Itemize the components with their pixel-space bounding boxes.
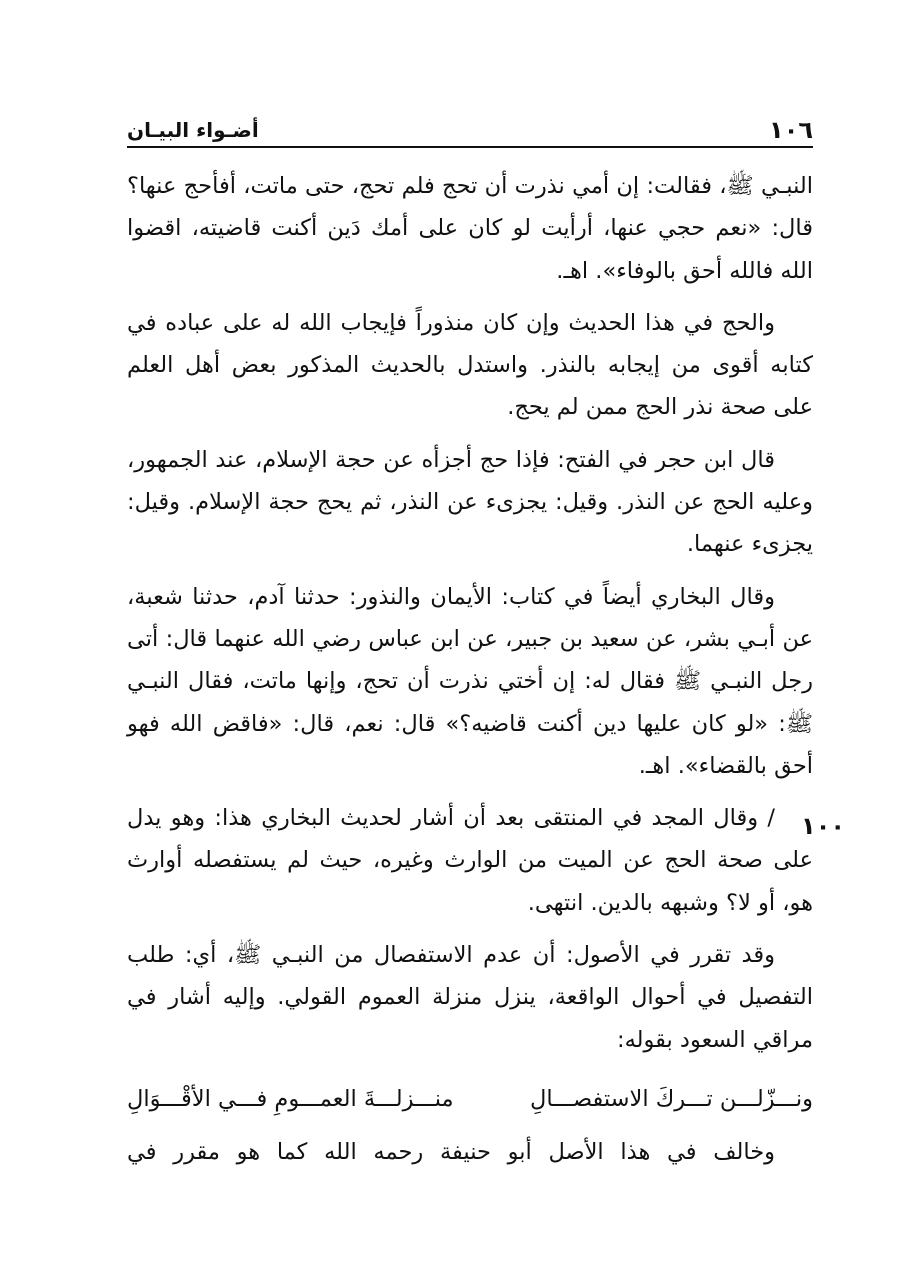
verse-first-hemistich: ونـــزّلـــن تـــركَ الاستفصـــالِ: [530, 1086, 813, 1112]
paragraph-hajj-obligation: والحج في هذا الحديث وإن كان منذوراً فإيجاب الله له على عباده في كتابه أقوى من إيجابه بالنذر. واستدل بالحديث المذكور بعض أهل العلم على صحة نذر الحج ممن لم يحج.: [127, 309, 813, 421]
page-number: ١٠٦: [769, 116, 813, 144]
paragraph-majd-muntaqa: / وقال المجد في المنتقى بعد أن أشار لحديث البخاري هذا: وهو يدل على صحة الحج عن الميت من الوارث وغيره، حيث لم يستفصله أوارث هو، أو لا؟ وشبهه بالدين. انتهى.: [127, 805, 813, 916]
paragraph-abu-hanifa: وخالف في هذا الأصل أبو حنيفة رحمه الله كما هو مقرر في: [127, 1139, 775, 1165]
verse-second-hemistich: منـــزلـــةَ العمـــومِ فـــي الأقْـــوَالِ: [127, 1086, 454, 1112]
paragraph-bukhari-hadith: وقال البخاري أيضاً في كتاب: الأيمان والنذور: حدثنا آدم، حدثنا شعبة، عن أبـي بشر، عن سعيد بن جبير، عن ابن عباس رضي الله عنهما قال: أتى رجل النبـي ﷺ فقال له: إن أختي نذرت أن تحج، وإنها ماتت، فقال النبـي ﷺ: «لو كان عليها دين أكنت قاضيه؟» قال: نعم، قال: «فاقض الله فهو أحق بالقضاء». اهـ.: [127, 583, 813, 779]
poetry-verse: [127, 1078, 813, 1120]
running-header: [127, 112, 813, 148]
margin-page-reference: ١٠٠: [801, 812, 845, 840]
body-text: [127, 165, 813, 1071]
paragraph-usul-rule: وقد تقرر في الأصول: أن عدم الاستفصال من النبـي ﷺ، أي: طلب التفصيل في أحوال الواقعة، ينزل منزلة العموم القولي. وإليه أشار في مراقي السعود بقوله:: [127, 942, 813, 1053]
paragraph-ibn-hajar: قال ابن حجر في الفتح: فإذا حج أجزأه عن حجة الإسلام، عند الجمهور، وعليه الحج عن النذر. وقيل: يجزىء عن النذر، ثم يحج حجة الإسلام. وقيل: يجزىء عنهما.: [127, 446, 813, 558]
book-title: أضـواء البيـان: [127, 118, 259, 142]
paragraph-hadith-continuation: النبـي ﷺ، فقالت: إن أمي نذرت أن تحج فلم تحج، حتى ماتت، أفأحج عنها؟ قال: «نعم حجي عنها، أرأيت لو كان على أمك دَين أكنت قاضيته، اقضوا الله فالله أحق بالوفاء». اهـ.: [127, 173, 813, 284]
